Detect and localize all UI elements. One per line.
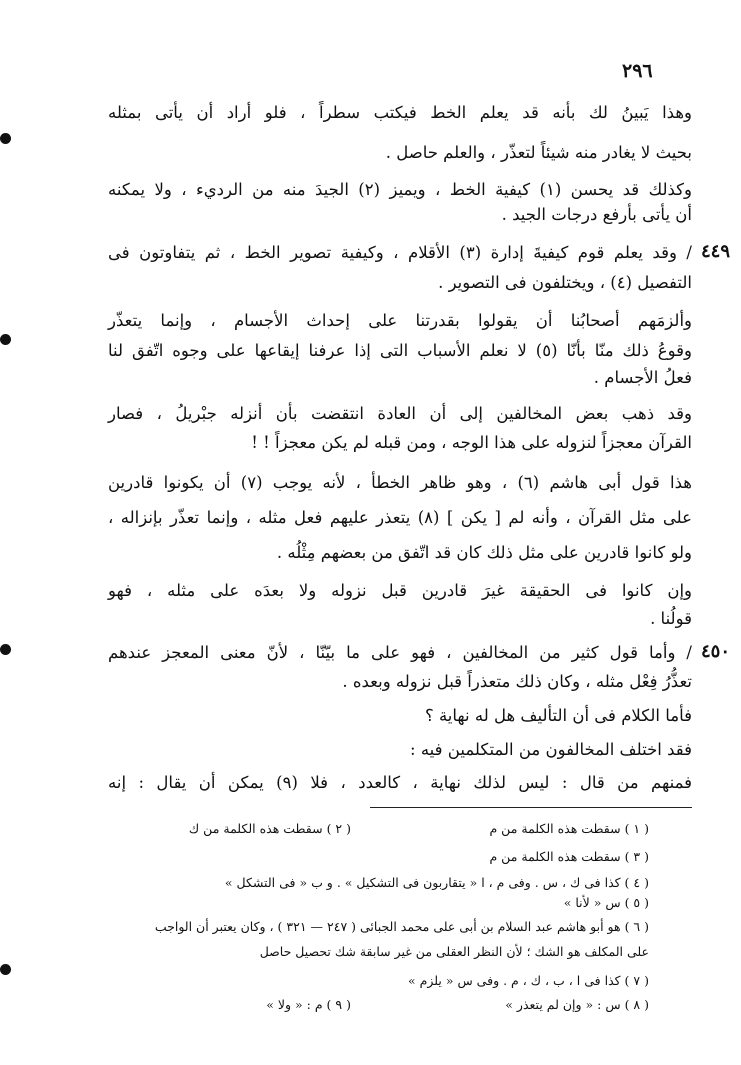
footnote-2: ( ٢ ) سقطت هذه الكلمة من ك xyxy=(188,821,351,836)
text-line: بحيث لا يغادر منه شيئاً لتعذّر ، والعلم حاصل . xyxy=(385,143,692,162)
text-line: قولُنا . xyxy=(650,609,692,628)
text-line: وقوعُ ذلك منّا بأنّا (٥) لا نعلم الأسباب التى إذا عرفنا إيقاعها على وجوه اتّفق لنا xyxy=(108,341,693,360)
text-line: فأما الكلام فى أن التأليف هل له نهاية ؟ xyxy=(424,706,692,725)
footnote-6-continued: على المكلف هو الشك ؛ لأن النظر العقلى من غير سابقة شك تحصيل حاصل xyxy=(259,944,649,959)
binding-hole-top xyxy=(0,133,11,144)
footnote-9: ( ٩ ) م : « ولا » xyxy=(266,997,351,1012)
text-line: / وقد يعلم قوم كيفيةَ إدارة (٣) الأقلام ، وكيفية تصوير الخط ، ثم يتفاوتون فى xyxy=(108,243,692,262)
margin-page-marker: ٤٤٩ xyxy=(700,241,730,262)
page-number: ٢٩٦ xyxy=(622,60,653,82)
text-line: القرآن معجزاً لنزوله على هذا الوجه ، ومن قبله لم يكن معجزاً ! ! xyxy=(251,433,692,452)
text-line: أن يأتى بأرفع درجات الجيد . xyxy=(501,205,692,224)
text-line: تعذُّرُ فِعْل مثله ، وكان ذلك متعذراً قبل نزوله وبعده . xyxy=(342,672,692,691)
text-line: على مثل القرآن ، وأنه لم [ يكن ] (٨) يتعذر عليهم فعل مثله ، وإنما تعذّر بإنزاله ، xyxy=(108,508,692,527)
binding-hole-bottom xyxy=(0,964,11,975)
footnote-7: ( ٧ ) كذا فى ا ، ب ، ك ، م . وفى س « يلزم » xyxy=(407,973,649,988)
footnote-4: ( ٤ ) كذا فى ك ، س . وفى م ، ا « يتقاربون فى التشكيل » . و ب « فى التشكل » xyxy=(224,875,649,890)
margin-page-marker: ٤٥٠ xyxy=(700,641,730,662)
footnote-8: ( ٨ ) س : « وإن لم يتعذر » xyxy=(505,997,649,1012)
text-line: ولو كانوا قادرين على مثل ذلك كان قد اتّفق من بعضهم مِثْلُه . xyxy=(276,543,692,562)
text-line: وألزمَهم أصحابُنا أن يقولوا بقدرتنا على إحداث الأجسام ، وإنما يتعذّر xyxy=(108,311,692,330)
text-line: فعلُ الأجسام . xyxy=(593,368,692,387)
binding-hole-middle xyxy=(0,644,11,655)
text-line: فقد اختلف المخالفون من المتكلمين فيه : xyxy=(410,740,692,759)
text-line: التفصيل (٤) ، ويختلفون فى التصوير . xyxy=(438,273,692,292)
text-line: وكذلك قد يحسن (١) كيفية الخط ، ويميز (٢) الجيدَ منه من الرديء ، ولا يمكنه xyxy=(108,180,692,199)
text-line: هذا قول أبى هاشم (٦) ، وهو ظاهر الخطأ ، لأنه يوجب (٧) أن يكونوا قادرين xyxy=(108,473,692,492)
text-line: وإن كانوا فى الحقيقة غيرَ قادرين قبل نزوله ولا بعدَه على مثله ، فهو xyxy=(108,581,692,600)
footnote-3: ( ٣ ) سقطت هذه الكلمة من م xyxy=(489,849,649,864)
text-line: وقد ذهب بعض المخالفين إلى أن العادة انتقضت بأن أنزله جبْريلُ ، فصار xyxy=(108,404,692,423)
footnote-5: ( ٥ ) س « لأنا » xyxy=(563,895,649,910)
text-line: فمنهم من قال : ليس لذلك نهاية ، كالعدد ، فلا (٩) يمكن أن يقال : إنه xyxy=(108,773,692,792)
footnote-6: ( ٦ ) هو أبو هاشم عبد السلام بن أبى على محمد الجبائى ( ٢٤٧ — ٣٢١ ) ، وكان يعتبر أن الواجب xyxy=(154,919,649,934)
text-line: / وأما قول كثير من المخالفين ، فهو على ما بيّنّا ، لأنّ معنى المعجز عندهم xyxy=(108,643,692,662)
binding-hole-upper xyxy=(0,334,11,345)
text-line: وهذا يَبينُ لك بأنه قد يعلم الخط فيكتب سطراً ، فلو أراد أن يأتى بمثله xyxy=(108,103,692,122)
footnote-1: ( ١ ) سقطت هذه الكلمة من م xyxy=(489,821,649,836)
footnote-divider xyxy=(370,807,692,808)
